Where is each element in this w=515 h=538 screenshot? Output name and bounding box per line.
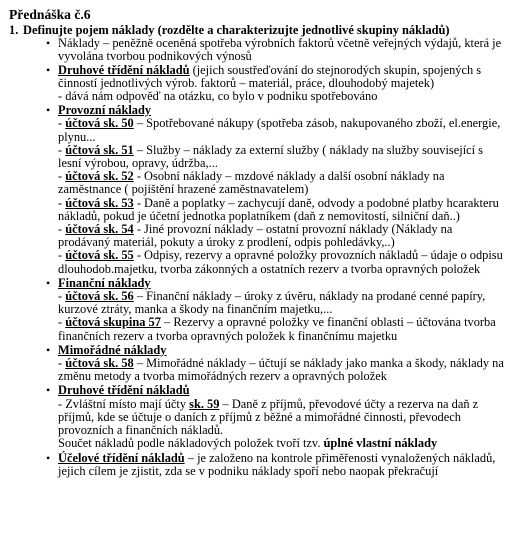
bullet-icon: • [46, 383, 51, 398]
summary-text: Součet nákladů podle nákladových položek tvoří tzv. [58, 436, 324, 451]
druhove2-heading: Druhové třídění nákladů [58, 383, 190, 398]
entry-prefix: - [58, 356, 66, 371]
financni-list [58, 290, 507, 343]
druhove-section [9, 64, 507, 104]
entry-text: - Odpisy, rezervy a opravné položky provozních nákladů – údaje o odpisu dlouhodob.majetku, tvorba zákonných a ostatních rezerv a tvorba opravných položek [58, 248, 503, 276]
account-entry [58, 223, 507, 249]
account-entry [58, 357, 507, 383]
bullet-icon: • [46, 62, 51, 77]
account-entry [58, 290, 507, 316]
account-entry [58, 170, 507, 196]
entry-prefix: - [58, 289, 66, 304]
ucelove-heading: Účelové třídění nákladů [58, 450, 185, 465]
entry-text: - Daně a poplatky – zachycují daně, odvody a podobné platby hcarakteru nákladů, pokud je účetní jednotka poplatníkem (daň z nemovitostí, silniční daň..) [58, 195, 499, 223]
druhove-desc: (jejich soustřeďování do stejnorodých skupin, spojených s činností jednotlivých výrob. faktorů – materiál, práce, dlouhodobý majetek) [58, 62, 482, 90]
bullet-icon: • [46, 275, 51, 290]
druhove2-section [9, 384, 507, 450]
account-entry [58, 316, 507, 342]
druhove-heading: Druhové třídění nákladů [58, 62, 190, 77]
question-number: 1. [9, 23, 19, 37]
bullet-icon: • [46, 103, 51, 118]
account-group-label: účtová sk. 56 [65, 289, 134, 304]
entry-prefix: - [58, 195, 66, 210]
druhove2-entry [58, 398, 507, 438]
account-group-label: účtová sk. 55 [65, 248, 134, 263]
bullet-icon: • [46, 450, 51, 465]
account-group-label: účtová sk. 53 [65, 195, 134, 210]
account-group-label: účtová sk. 58 [65, 356, 134, 371]
entry-text: - Osobní náklady – mzdové náklady a další osobní náklady na zaměstnance ( pojištění hrazené zaměstnavatelem) [58, 169, 445, 197]
financni-heading: Finanční náklady [58, 275, 151, 290]
druhove-note: - dává nám odpověď na otázku, co bylo v podniku spotřebováno [58, 89, 378, 104]
account-group-label: sk. 59 [189, 396, 220, 411]
mimoradne-heading: Mimořádné náklady [58, 342, 167, 357]
druhove2-text: - Zvláštní místo mají účty [58, 396, 190, 411]
bullet-icon: • [46, 342, 51, 357]
mimoradne-section [9, 344, 507, 384]
account-entry [58, 197, 507, 223]
financni-section [9, 277, 507, 343]
account-group-label: účtová skupina 57 [65, 315, 161, 330]
account-group-label: účtová sk. 52 [65, 169, 134, 184]
entry-text: – Služby – náklady za externí služby ( náklady na služby související s lesní výrobou, opravy, údržba,... [58, 142, 484, 171]
entry-prefix: - [58, 169, 66, 184]
mimoradne-list [58, 357, 507, 383]
entry-text: - Jiné provozní náklady – ostatní provozní náklady (Náklady na prodávaný materiál, pokuty a úroky z prodlení, odpis pohledávky,..) [58, 222, 453, 250]
bullet-icon: • [46, 36, 51, 51]
entry-prefix: - [58, 222, 66, 237]
page-title: Přednáška č.6 [9, 7, 91, 22]
entry-prefix: - [58, 116, 66, 131]
entry-text: – Rezervy a opravné položky ve finanční oblasti – účtována tvorba finančních rezerv a tvorba opravných položek k finančnímu majetku [58, 315, 496, 343]
summary-bold: úplné vlastní náklady [323, 436, 438, 451]
entry-prefix: - [58, 315, 66, 330]
ucelove-section [9, 452, 507, 478]
account-group-label: účtová sk. 50 [65, 116, 134, 131]
provozni-heading: Provozní náklady [58, 103, 152, 118]
provozni-section [9, 104, 507, 276]
entry-prefix: - [58, 248, 66, 263]
druhove2-summary [58, 437, 507, 450]
account-group-label: účtová sk. 51 [65, 142, 134, 157]
account-entry [58, 117, 507, 143]
definition-text: Náklady – peněžně oceněná spotřeba výrobních faktorů včetně veřejných výdajů, která je vyvolána tvorbou podnikových výnosů [58, 36, 502, 64]
definition-item [9, 37, 507, 63]
ucelove-desc: – je založeno na kontrole přiměřenosti vynaložených nákladů, jejich cílem je zjistit, zda se v podniku náklady spoří nebo naopak překračují [58, 450, 496, 478]
provozni-list [58, 117, 507, 275]
account-group-label: účtová sk. 54 [65, 222, 134, 237]
question-text: Definujte pojem náklady (rozdělte a charakterizujte jednotlivé skupiny nákladů) [23, 23, 450, 37]
druhove2-desc: – Daně z příjmů, převodové účty a rezerva na daň z příjmů, kde se účtuje o daních z příjmů z běžné a mimořádné činnosti, převodech provozních a finančních nákladů. [58, 396, 479, 438]
entry-text: – Spotřebované nákupy (spotřeba zásob, nakupovaného zboží, el.energie, plynu... [58, 116, 501, 144]
entry-text: – Mimořádné náklady – účtují se náklady jako manka a škody, náklady na změnu metody a tvorba mimořádných rezerv a opravných položek [58, 356, 504, 384]
entry-text: – Finanční náklady – úroky z úvěru, náklady na prodané cenné papíry, kurzové ztráty, manka a škody na finančním majetku,... [58, 289, 486, 317]
account-entry [58, 249, 507, 275]
entry-prefix: - [58, 142, 66, 157]
account-entry [58, 144, 507, 170]
